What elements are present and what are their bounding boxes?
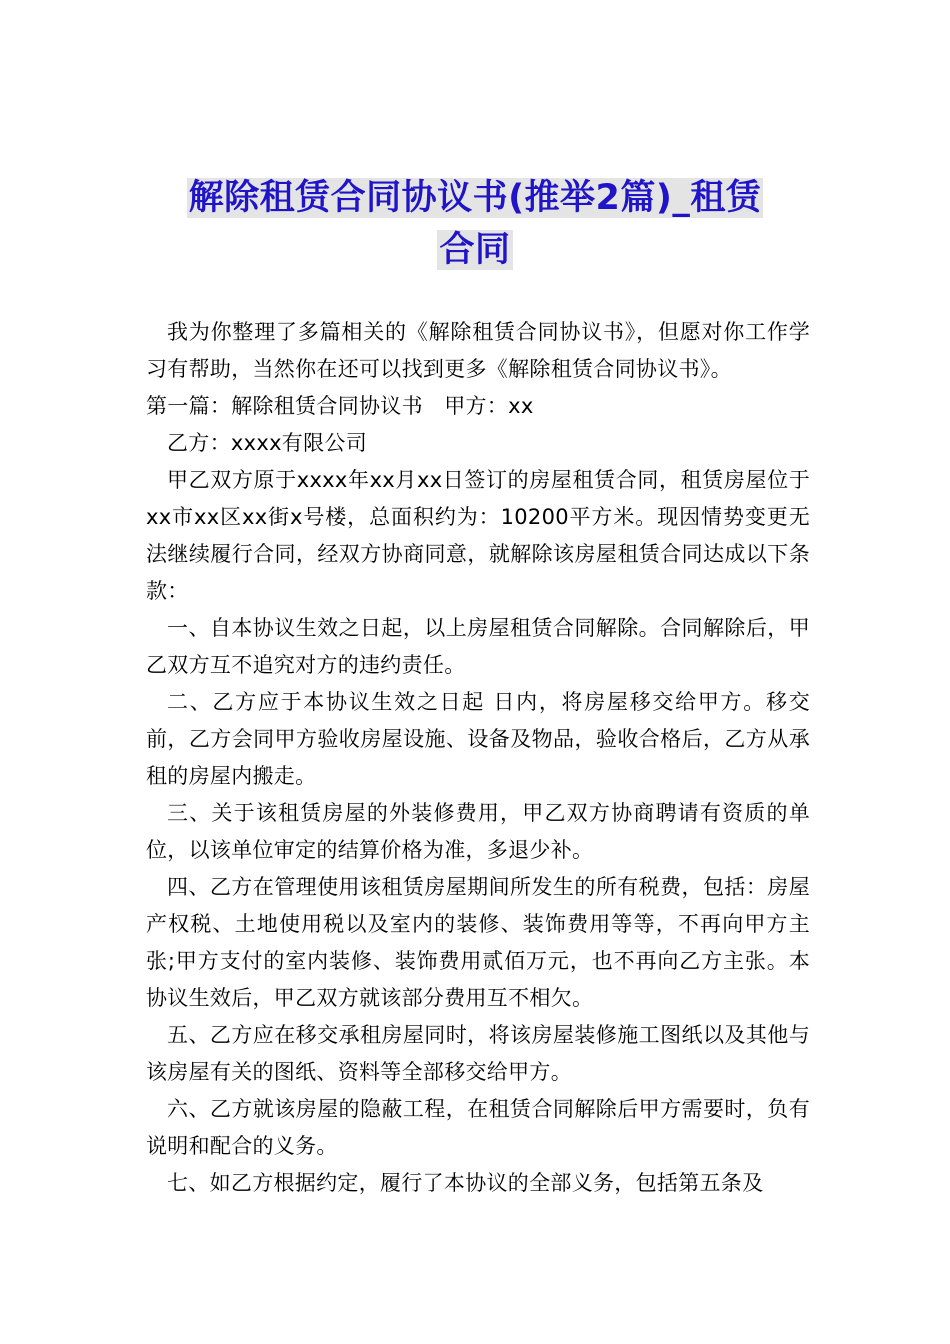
clause-5: 五、乙方应在移交承租房屋同时，将该房屋装修施工图纸以及其他与该房屋有关的图纸、资料等全部移交给甲方。 bbox=[146, 1023, 810, 1084]
section-heading-party-a: 第一篇：解除租赁合同协议书 甲方：xx bbox=[146, 394, 534, 418]
clause-6: 六、乙方就该房屋的隐蔽工程，在租赁合同解除后甲方需要时，负有说明和配合的义务。 bbox=[146, 1097, 810, 1158]
title-line-1: 解除租赁合同协议书(推举2篇)_租赁 bbox=[188, 178, 762, 218]
document-body bbox=[146, 314, 810, 1202]
party-b-paragraph: 乙方：xxxx有限公司 bbox=[167, 431, 368, 455]
title-line-2: 合同 bbox=[439, 230, 511, 270]
clause-7: 七、如乙方根据约定，履行了本协议的全部义务，包括第五条及 bbox=[167, 1171, 764, 1195]
background-paragraph: 甲乙双方原于xxxx年xx月xx日签订的房屋租赁合同，租赁房屋位于xx市xx区xx街x号楼，总面积约为：10200平方米。现因情势变更无法继续履行合同，经双方协商同意，就解除该房屋租赁合同达成以下条款： bbox=[146, 468, 810, 603]
clause-4: 四、乙方在管理使用该租赁房屋期间所发生的所有税费，包括：房屋产权税、土地使用税以及室内的装修、装饰费用等等，不再向甲方主张;甲方支付的室内装修、装饰费用贰佰万元，也不再向乙方主张。本协议生效后，甲乙双方就该部分费用互不相欠。 bbox=[146, 875, 810, 1010]
document-title bbox=[120, 172, 830, 276]
clause-3: 三、关于该租赁房屋的外装修费用，甲乙双方协商聘请有资质的单位，以该单位审定的结算价格为准，多退少补。 bbox=[146, 801, 810, 862]
intro-paragraph: 我为你整理了多篇相关的《解除租赁合同协议书》，但愿对你工作学习有帮助，当然你在还可以找到更多《解除租赁合同协议书》。 bbox=[146, 320, 810, 381]
clause-2: 二、乙方应于本协议生效之日起 日内，将房屋移交给甲方。移交前，乙方会同甲方验收房屋设施、设备及物品，验收合格后，乙方从承租的房屋内搬走。 bbox=[146, 690, 810, 788]
clause-1: 一、自本协议生效之日起，以上房屋租赁合同解除。合同解除后，甲乙双方互不追究对方的违约责任。 bbox=[146, 616, 810, 677]
